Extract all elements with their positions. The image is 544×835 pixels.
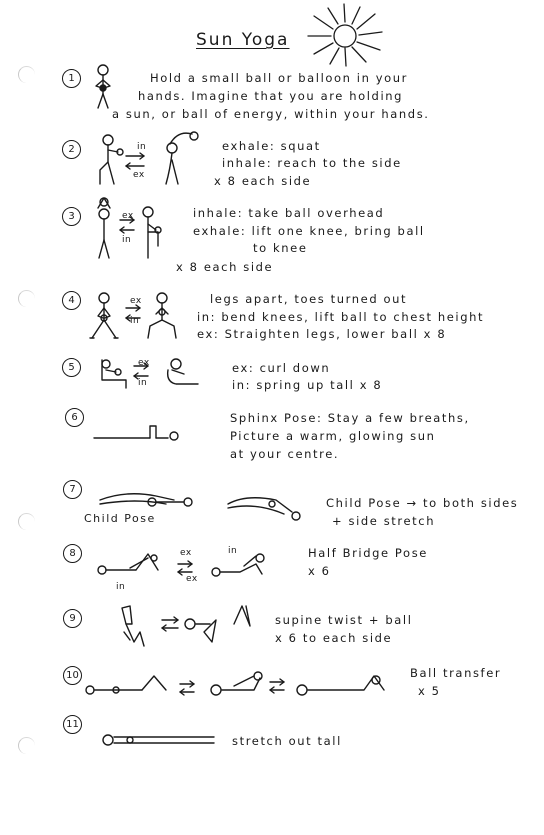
step-text: supine twist + ball	[275, 613, 413, 627]
step-text: in: bend knees, lift ball to chest height	[197, 310, 485, 324]
step-text: Sphinx Pose: Stay a few breaths,	[230, 411, 470, 425]
step-number: 7	[63, 480, 82, 499]
punch-hole	[18, 513, 35, 530]
sphinx-pose-figure-icon	[92, 420, 184, 444]
step-text: a sun, or ball of energy, within your hands.	[112, 107, 430, 121]
step-text: x 8 each side	[214, 174, 312, 188]
overhead-knee-lift-figure-icon	[92, 196, 172, 262]
step-text: x 5	[418, 684, 441, 698]
curl-down-figure-icon	[96, 356, 208, 390]
breath-label: in	[138, 378, 148, 388]
breath-label: in	[137, 142, 147, 152]
pose-caption: Child Pose	[84, 512, 156, 525]
supine-twist-figure-icon	[100, 602, 260, 650]
step-number: 1	[62, 69, 81, 88]
breath-label: ex	[130, 296, 142, 306]
step-number: 5	[62, 358, 81, 377]
breath-label: ex	[122, 211, 134, 221]
step-text: stretch out tall	[232, 734, 342, 748]
step-number: 8	[63, 544, 82, 563]
page-title: Sun Yoga	[196, 30, 290, 50]
step-text: in: spring up tall x 8	[232, 378, 383, 392]
step-text: to knee	[253, 241, 308, 255]
step-number: 4	[62, 291, 81, 310]
breath-label: in	[228, 546, 238, 556]
breath-label: in	[130, 316, 140, 326]
stretch-out-figure-icon	[100, 730, 220, 750]
punch-hole	[18, 66, 35, 83]
step-text: + side stretch	[332, 514, 436, 528]
step-number: 2	[62, 140, 81, 159]
punch-holes	[18, 0, 38, 835]
breath-label: in	[116, 582, 126, 592]
step-text: Hold a small ball or balloon in your	[150, 71, 408, 85]
step-text: legs apart, toes turned out	[210, 292, 408, 306]
ball-transfer-figure-icon	[84, 670, 404, 698]
step-text: Ball transfer	[410, 666, 502, 680]
standing-figure-icon	[88, 62, 118, 112]
step-text: ex: curl down	[232, 361, 331, 375]
step-number: 9	[63, 609, 82, 628]
breath-label: ex	[180, 548, 192, 558]
step-text: x 6 to each side	[275, 631, 393, 645]
step-text: Picture a warm, glowing sun	[230, 429, 436, 443]
breath-label: ex	[138, 358, 150, 368]
breath-label: ex	[186, 574, 198, 584]
step-text: hands. Imagine that you are holding	[138, 89, 404, 103]
punch-hole	[18, 737, 35, 754]
breath-label: in	[122, 235, 132, 245]
step-text: inhale: reach to the side	[222, 156, 402, 170]
step-number: 6	[65, 408, 84, 427]
sun-icon	[300, 2, 390, 70]
step-text: ex: Straighten legs, lower ball x 8	[197, 327, 447, 341]
step-text: Half Bridge Pose	[308, 546, 428, 560]
punch-hole	[18, 290, 35, 307]
step-number: 3	[62, 207, 81, 226]
breath-label: ex	[133, 170, 145, 180]
step-text: x 8 each side	[176, 260, 274, 274]
step-text: exhale: lift one knee, bring ball	[193, 224, 425, 238]
step-text: at your centre.	[230, 447, 340, 461]
step-text: Child Pose → to both sides	[326, 496, 519, 510]
step-text: x 6	[308, 564, 331, 578]
step-text: exhale: squat	[222, 139, 321, 153]
step-number: 11	[63, 715, 82, 734]
step-number: 10	[63, 666, 82, 685]
step-text: inhale: take ball overhead	[193, 206, 385, 220]
squat-reach-figure-icon	[96, 130, 206, 188]
